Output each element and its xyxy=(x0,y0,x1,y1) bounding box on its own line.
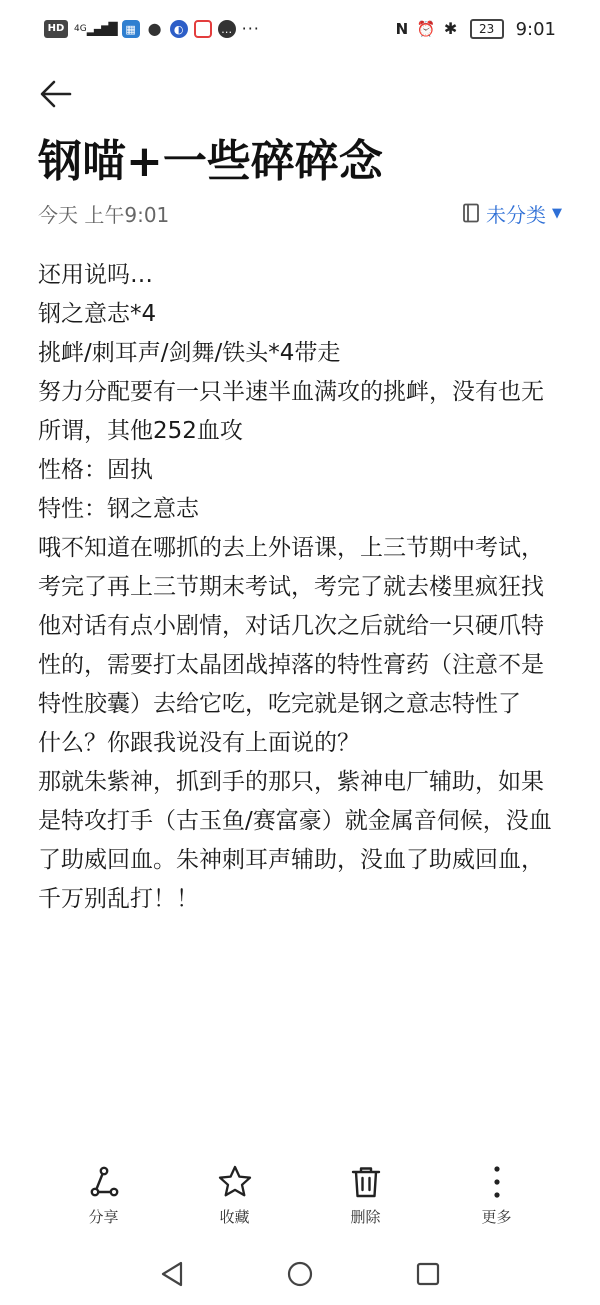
chevron-down-icon: ▼ xyxy=(552,205,562,221)
bottom-toolbar xyxy=(0,1164,600,1240)
share-label: 分享 xyxy=(88,1208,119,1226)
back-button[interactable] xyxy=(36,74,76,114)
favorite-button[interactable] xyxy=(187,1164,283,1227)
note-body[interactable] xyxy=(38,256,563,919)
status-time: 9:01 xyxy=(515,18,556,40)
note-line: 还用说吗… xyxy=(38,262,153,288)
category-selector[interactable] xyxy=(462,199,562,228)
note-line: 什么？你跟我说没有上面说的？ xyxy=(38,730,360,756)
note-line: 努力分配要有一只半速半血满攻的挑衅，没有也无所谓，其他252血攻 xyxy=(38,379,544,444)
notebook-icon xyxy=(462,203,480,223)
back-arrow-icon xyxy=(38,76,74,112)
note-line: 那就朱紫神，抓到手的那只，紫神电厂辅助，如果是特攻打手（古玉鱼/赛富豪）就金属音伺候，没血了助威回血。朱神刺耳声辅助，没血了助威回血，千万别乱打！！ xyxy=(38,769,552,912)
system-nav-bar xyxy=(0,1252,600,1296)
note-title[interactable]: 钢喵+一些碎碎念 xyxy=(38,136,383,187)
note-line: 特性：钢之意志 xyxy=(38,496,199,522)
star-icon xyxy=(217,1164,253,1200)
message-icon: … xyxy=(218,20,236,38)
battery-icon: 23 xyxy=(470,19,504,39)
square-recents-icon xyxy=(413,1259,443,1289)
notes-app-icon xyxy=(194,20,212,38)
status-bar xyxy=(0,0,600,58)
note-meta xyxy=(38,196,562,230)
triangle-back-icon xyxy=(157,1259,187,1289)
trash-icon xyxy=(348,1164,384,1200)
circle-home-icon xyxy=(285,1259,315,1289)
delete-button[interactable] xyxy=(318,1164,414,1227)
nav-back-button[interactable] xyxy=(152,1254,192,1294)
share-button[interactable] xyxy=(56,1164,152,1227)
more-button[interactable] xyxy=(449,1164,545,1227)
nfc-icon: N xyxy=(395,19,409,38)
more-vertical-icon xyxy=(479,1164,515,1200)
wechat-icon: ● xyxy=(147,19,162,38)
delete-label: 删除 xyxy=(350,1208,381,1226)
hd-icon: HD xyxy=(44,20,68,38)
favorite-label: 收藏 xyxy=(219,1208,250,1226)
note-line: 钢之意志*4 xyxy=(38,301,157,327)
more-label: 更多 xyxy=(481,1208,512,1226)
nav-home-button[interactable] xyxy=(280,1254,320,1294)
share-icon xyxy=(86,1164,122,1200)
bluetooth-icon: ✱ xyxy=(443,19,458,38)
more-dots-icon: ··· xyxy=(241,19,260,38)
note-line: 性格：固执 xyxy=(38,457,153,483)
note-line: 挑衅/刺耳声/剑舞/铁头*4带走 xyxy=(38,340,341,366)
status-bar-left xyxy=(44,20,260,38)
category-label: 未分类 xyxy=(486,202,546,227)
signal-icon: 4G ▂▄▆█ xyxy=(74,22,116,36)
browser-icon: ◐ xyxy=(170,20,188,38)
note-date: 今天 上午9:01 xyxy=(38,202,170,227)
alarm-icon: ⏰ xyxy=(416,19,436,38)
note-line: 哦不知道在哪抓的去上外语课，上三节期中考试，考完了再上三节期末考试，考完了就去楼里疯狂找他对话有点小剧情，对话几次之后就给一只硬爪特性的，需要打太晶团战掉落的特性膏药（注意不是特性胶囊）去给它吃，吃完就是钢之意志特性了 xyxy=(38,535,544,717)
app-icon-blue: ▦ xyxy=(122,20,140,38)
status-bar-right xyxy=(393,19,556,40)
nav-recents-button[interactable] xyxy=(408,1254,448,1294)
